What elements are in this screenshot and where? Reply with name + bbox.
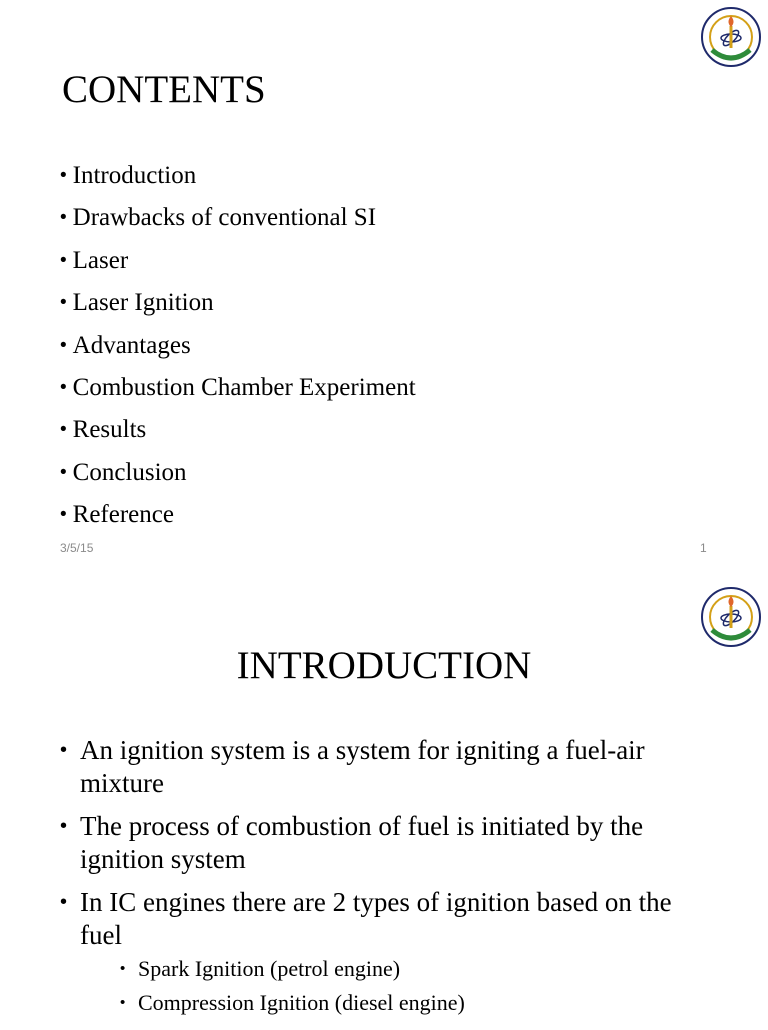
bullet-icon: •	[120, 960, 126, 977]
list-item: • Introduction	[60, 162, 197, 189]
page-title: CONTENTS	[62, 68, 266, 111]
bullet-icon: •	[60, 504, 67, 526]
list-item: • Results	[60, 416, 147, 444]
sub-list-item: • Compression Ignition (diesel engine)	[120, 986, 720, 1020]
bullet-icon: •	[60, 334, 67, 356]
bullet-icon: •	[60, 461, 67, 483]
bullet-icon: •	[60, 292, 67, 314]
list-item: • Combustion Chamber Experiment	[60, 374, 416, 402]
bullet-icon: •	[120, 994, 126, 1011]
list-item: • Drawbacks of conventional SI	[60, 204, 377, 232]
slide-date: 3/5/15	[60, 541, 94, 555]
college-logo	[700, 6, 762, 68]
bullet-icon: •	[60, 207, 67, 229]
slide-number: 1	[700, 541, 707, 555]
bullet-icon: •	[60, 419, 67, 441]
list-item: • An ignition system is a system for igniting a fuel-air mixture	[60, 735, 645, 798]
list-item: • The process of combustion of fuel is initiated by the ignition system	[60, 811, 644, 874]
list-item: • Laser	[60, 246, 129, 274]
list-item: • Reference	[60, 501, 174, 529]
bullet-icon: •	[60, 739, 68, 761]
slide-introduction	[0, 576, 768, 1024]
bullet-icon: •	[60, 165, 67, 186]
sub-bullet-list	[80, 952, 720, 1020]
list-item: • In IC engines there are 2 types of ignition based on the fuel • Spark Ignition (petrol engine) • Compression Ignition (diesel engine)	[60, 886, 720, 1020]
college-logo	[700, 586, 762, 648]
slide-title: INTRODUCTION	[236, 644, 532, 687]
contents-list	[60, 156, 416, 538]
list-item: • Conclusion	[60, 458, 187, 486]
bullet-icon: •	[60, 377, 67, 399]
bullet-icon: •	[60, 249, 67, 271]
list-item: • Laser Ignition	[60, 289, 214, 317]
bullet-icon: •	[60, 815, 68, 837]
bullet-icon: •	[60, 891, 68, 913]
list-item: • Advantages	[60, 331, 191, 359]
intro-bullet-list	[60, 734, 720, 1030]
sub-list-item: • Spark Ignition (petrol engine)	[120, 952, 720, 986]
